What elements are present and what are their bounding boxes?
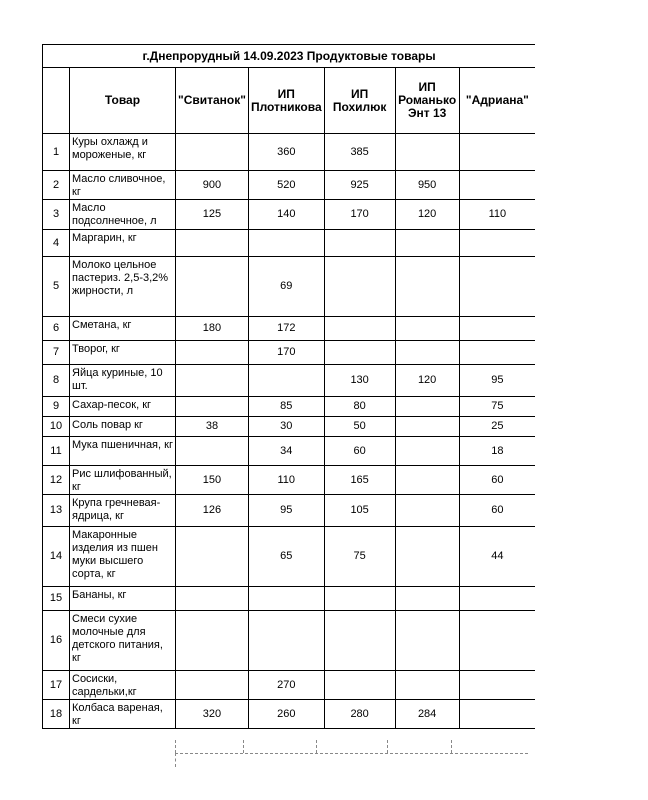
price-adriana: 110: [459, 200, 535, 230]
price-adriana: 95: [459, 365, 535, 397]
price-svitanok: [176, 365, 249, 397]
header-romanko: ИП Романько Энт 13: [395, 68, 459, 134]
price-romanko: [395, 417, 459, 437]
product-name: Молоко цельное пастериз. 2,5-3,2% жирности, л: [70, 257, 176, 317]
row-number: 16: [43, 611, 70, 671]
header-product: Товар: [70, 68, 176, 134]
price-plotnikova: 260: [248, 700, 324, 729]
price-pokhilyuk: 385: [324, 134, 395, 171]
price-pokhilyuk: [324, 230, 395, 257]
row-number: 14: [43, 527, 70, 587]
price-romanko: [395, 587, 459, 611]
price-romanko: 284: [395, 700, 459, 729]
price-plotnikova: 30: [248, 417, 324, 437]
price-plotnikova: 69: [248, 257, 324, 317]
price-adriana: 60: [459, 495, 535, 527]
price-svitanok: [176, 134, 249, 171]
row-number: 18: [43, 700, 70, 729]
price-adriana: 18: [459, 437, 535, 466]
price-romanko: [395, 527, 459, 587]
price-svitanok: 38: [176, 417, 249, 437]
price-romanko: 950: [395, 171, 459, 200]
product-name: Сметана, кг: [70, 317, 176, 341]
price-plotnikova: 270: [248, 671, 324, 700]
table-row: [43, 587, 536, 611]
price-plotnikova: 110: [248, 466, 324, 495]
row-number: 15: [43, 587, 70, 611]
row-number: 3: [43, 200, 70, 230]
table-row: [43, 341, 536, 365]
row-number: 2: [43, 171, 70, 200]
table-row: [43, 365, 536, 397]
table-row: [43, 417, 536, 437]
header-row: [43, 68, 536, 134]
table-row: [43, 200, 536, 230]
table-row: [43, 437, 536, 466]
header-adriana: "Адриана": [459, 68, 535, 134]
price-romanko: [395, 341, 459, 365]
table-row: [43, 671, 536, 700]
price-pokhilyuk: 105: [324, 495, 395, 527]
row-number: 7: [43, 341, 70, 365]
price-sheet: [42, 44, 535, 729]
price-plotnikova: 170: [248, 341, 324, 365]
price-svitanok: [176, 527, 249, 587]
price-romanko: 120: [395, 365, 459, 397]
price-svitanok: [176, 671, 249, 700]
product-name: Колбаса вареная, кг: [70, 700, 176, 729]
price-romanko: [395, 671, 459, 700]
price-svitanok: [176, 437, 249, 466]
product-name: Яйца куриные, 10 шт.: [70, 365, 176, 397]
table-row: [43, 397, 536, 417]
table-row: [43, 527, 536, 587]
price-pokhilyuk: 50: [324, 417, 395, 437]
row-number: 12: [43, 466, 70, 495]
price-svitanok: 126: [176, 495, 249, 527]
price-svitanok: 180: [176, 317, 249, 341]
price-pokhilyuk: 75: [324, 527, 395, 587]
price-pokhilyuk: 170: [324, 200, 395, 230]
product-name: Рис шлифованный, кг: [70, 466, 176, 495]
price-pokhilyuk: 60: [324, 437, 395, 466]
header-number: [43, 68, 70, 134]
price-pokhilyuk: [324, 611, 395, 671]
price-pokhilyuk: [324, 317, 395, 341]
product-name: Соль повар кг: [70, 417, 176, 437]
row-number: 11: [43, 437, 70, 466]
product-name: Куры охлажд и мороженые, кг: [70, 134, 176, 171]
price-adriana: 44: [459, 527, 535, 587]
row-number: 9: [43, 397, 70, 417]
price-pokhilyuk: 130: [324, 365, 395, 397]
product-name: Бананы, кг: [70, 587, 176, 611]
price-adriana: 60: [459, 466, 535, 495]
price-pokhilyuk: [324, 341, 395, 365]
price-pokhilyuk: [324, 587, 395, 611]
price-table: [42, 44, 535, 729]
row-number: 5: [43, 257, 70, 317]
price-romanko: [395, 397, 459, 417]
row-number: 1: [43, 134, 70, 171]
price-svitanok: 125: [176, 200, 249, 230]
price-svitanok: [176, 257, 249, 317]
price-plotnikova: 360: [248, 134, 324, 171]
price-plotnikova: 95: [248, 495, 324, 527]
price-romanko: [395, 437, 459, 466]
title-row: [43, 45, 536, 68]
price-adriana: [459, 257, 535, 317]
price-adriana: [459, 134, 535, 171]
product-name: Смеси сухие молочные для детского питания, кг: [70, 611, 176, 671]
price-pokhilyuk: 165: [324, 466, 395, 495]
price-romanko: [395, 257, 459, 317]
price-svitanok: 320: [176, 700, 249, 729]
table-row: [43, 700, 536, 729]
product-name: Масло подсолнечное, л: [70, 200, 176, 230]
price-pokhilyuk: 925: [324, 171, 395, 200]
price-plotnikova: 520: [248, 171, 324, 200]
price-romanko: [395, 611, 459, 671]
price-svitanok: [176, 230, 249, 257]
price-adriana: [459, 700, 535, 729]
print-area-dashes: [175, 740, 527, 754]
product-name: Сахар-песок, кг: [70, 397, 176, 417]
price-plotnikova: 172: [248, 317, 324, 341]
price-svitanok: 900: [176, 171, 249, 200]
header-svitanok: "Свитанок": [176, 68, 249, 134]
price-adriana: [459, 317, 535, 341]
price-pokhilyuk: [324, 671, 395, 700]
price-svitanok: [176, 341, 249, 365]
price-romanko: [395, 230, 459, 257]
price-plotnikova: [248, 587, 324, 611]
price-plotnikova: 65: [248, 527, 324, 587]
price-pokhilyuk: 80: [324, 397, 395, 417]
price-adriana: [459, 671, 535, 700]
row-number: 8: [43, 365, 70, 397]
row-number: 4: [43, 230, 70, 257]
price-svitanok: 150: [176, 466, 249, 495]
price-adriana: [459, 587, 535, 611]
price-romanko: [395, 317, 459, 341]
table-row: [43, 611, 536, 671]
table-row: [43, 466, 536, 495]
price-plotnikova: 34: [248, 437, 324, 466]
product-name: Макаронные изделия из пшен муки высшего сорта, кг: [70, 527, 176, 587]
price-romanko: [395, 134, 459, 171]
price-romanko: [395, 466, 459, 495]
price-romanko: 120: [395, 200, 459, 230]
price-romanko: [395, 495, 459, 527]
price-adriana: [459, 611, 535, 671]
product-name: Масло сливочное, кг: [70, 171, 176, 200]
price-adriana: 25: [459, 417, 535, 437]
price-plotnikova: 85: [248, 397, 324, 417]
table-row: [43, 134, 536, 171]
sheet-title: г.Днепрорудный 14.09.2023 Продуктовые товары: [43, 45, 536, 68]
table-row: [43, 257, 536, 317]
row-number: 13: [43, 495, 70, 527]
product-name: Маргарин, кг: [70, 230, 176, 257]
table-row: [43, 495, 536, 527]
header-plotnikova: ИП Плотникова: [248, 68, 324, 134]
price-svitanok: [176, 611, 249, 671]
price-adriana: [459, 341, 535, 365]
price-plotnikova: [248, 230, 324, 257]
product-name: Сосиски, сардельки,кг: [70, 671, 176, 700]
product-name: Творог, кг: [70, 341, 176, 365]
price-plotnikova: [248, 365, 324, 397]
table-row: [43, 230, 536, 257]
price-pokhilyuk: 280: [324, 700, 395, 729]
price-plotnikova: [248, 611, 324, 671]
row-number: 17: [43, 671, 70, 700]
price-adriana: 75: [459, 397, 535, 417]
row-number: 6: [43, 317, 70, 341]
row-number: 10: [43, 417, 70, 437]
price-svitanok: [176, 397, 249, 417]
table-row: [43, 171, 536, 200]
product-name: Крупа гречневая-ядрица, кг: [70, 495, 176, 527]
price-adriana: [459, 171, 535, 200]
table-row: [43, 317, 536, 341]
price-pokhilyuk: [324, 257, 395, 317]
product-name: Мука пшеничная, кг: [70, 437, 176, 466]
price-svitanok: [176, 587, 249, 611]
price-adriana: [459, 230, 535, 257]
header-pokhilyuk: ИП Похилюк: [324, 68, 395, 134]
price-plotnikova: 140: [248, 200, 324, 230]
